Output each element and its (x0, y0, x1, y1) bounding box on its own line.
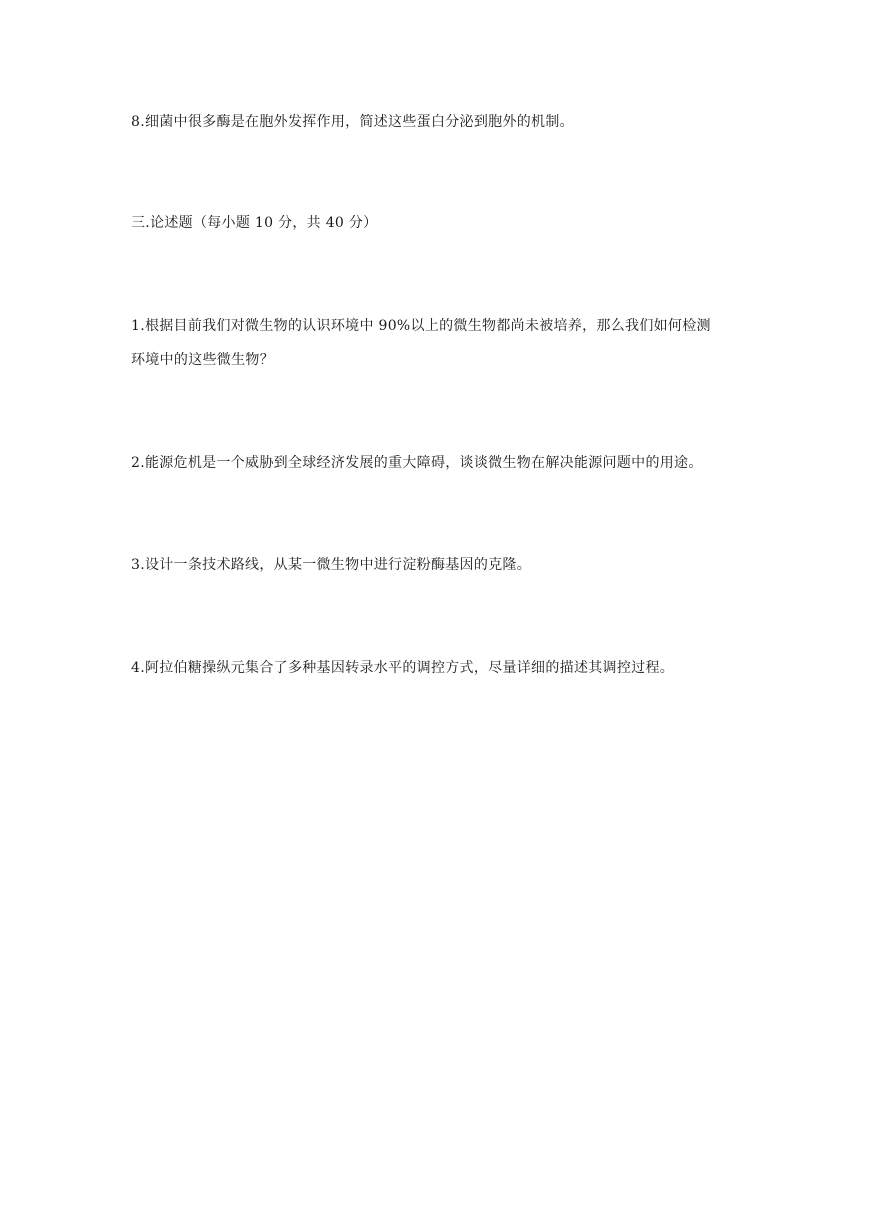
question-8-text: 8.细菌中很多酶是在胞外发挥作用，简述这些蛋白分泌到胞外的机制。 (131, 114, 574, 130)
essay-question-1-line-1: 1.根据目前我们对微生物的认识环境中 90%以上的微生物都尚未被培养，那么我们如何检测 (131, 318, 711, 334)
essay-question-1-line-2: 环境中的这些微生物？ (131, 352, 274, 368)
section-heading: 三.论述题（每小题 10 分，共 40 分） (131, 215, 378, 231)
essay-question-2: 2.能源危机是一个威胁到全球经济发展的重大障碍，谈谈微生物在解决能源问题中的用途。 (131, 455, 703, 471)
essay-question-3: 3.设计一条技术路线，从某一微生物中进行淀粉酶基因的克隆。 (131, 557, 532, 573)
essay-question-4: 4.阿拉伯糖操纵元集合了多种基因转录水平的调控方式，尽量详细的描述其调控过程。 (131, 660, 675, 676)
